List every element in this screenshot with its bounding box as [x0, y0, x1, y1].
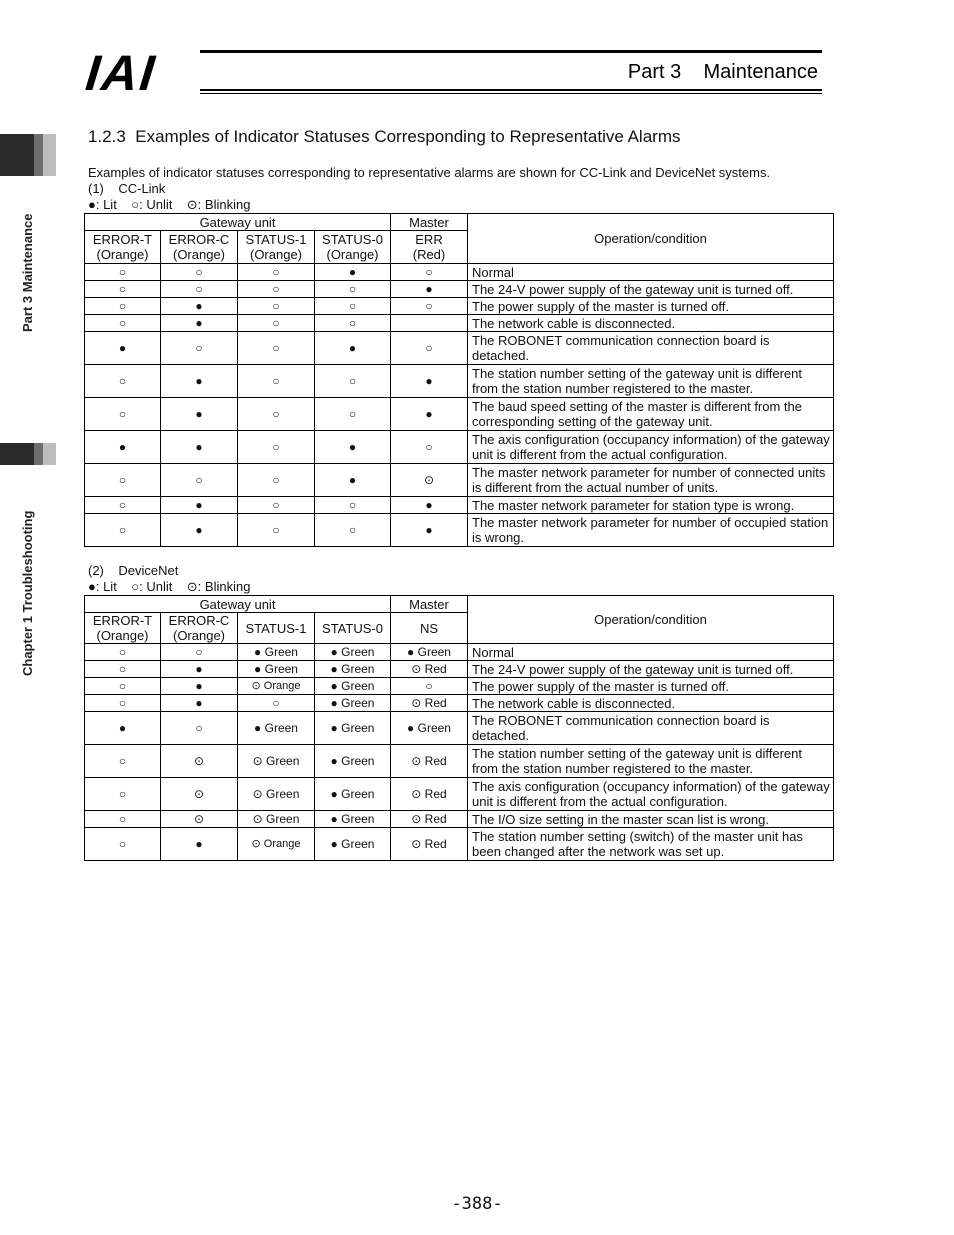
indicator-cell: ● [315, 264, 391, 281]
indicator-cell: ⊙ Orange [238, 828, 315, 861]
indicator-cell: ○ [391, 332, 468, 365]
indicator-cell: ⊙ Green [238, 778, 315, 811]
indicator-cell: ⊙ Green [238, 811, 315, 828]
indicator-cell: ● [161, 497, 238, 514]
indicator-cell: ○ [85, 828, 161, 861]
indicator-cell: ● [161, 514, 238, 547]
table-row [85, 828, 834, 861]
indicator-cell: ● [391, 514, 468, 547]
column-header: STATUS-0 [315, 613, 391, 644]
indicator-cell: ● [161, 695, 238, 712]
devicenet-heading: (2) DeviceNet [88, 563, 179, 578]
indicator-cell: ○ [85, 365, 161, 398]
operation-condition-cell: The ROBONET communication connection board is detached. [468, 332, 834, 365]
cclink-table [84, 213, 834, 547]
column-header: ERROR-T (Orange) [85, 613, 161, 644]
indicator-cell: ● Green [315, 828, 391, 861]
indicator-cell: ○ [85, 661, 161, 678]
table-row [85, 778, 834, 811]
column-header: ERR (Red) [391, 231, 468, 264]
indicator-cell: ○ [85, 745, 161, 778]
indicator-cell: ○ [161, 644, 238, 661]
header-row-groups [85, 596, 834, 613]
cclink-heading: (1) CC-Link [88, 181, 166, 196]
indicator-cell: ⊙ Red [391, 745, 468, 778]
indicator-cell: ⊙ [391, 464, 468, 497]
indicator-cell: ○ [238, 464, 315, 497]
header-rule-thin [200, 93, 822, 94]
indicator-cell: ○ [238, 264, 315, 281]
side-label-part: Part 3 Maintenance [20, 213, 35, 332]
indicator-cell: ○ [391, 678, 468, 695]
operation-condition-cell: The network cable is disconnected. [468, 695, 834, 712]
indicator-cell: ● [161, 828, 238, 861]
header-rule-bottom [200, 89, 822, 91]
table-row [85, 678, 834, 695]
section-title: 1.2.3 Examples of Indicator Statuses Corresponding to Representative Alarms [88, 127, 681, 146]
indicator-cell: ● [391, 398, 468, 431]
operation-condition-cell: Normal [468, 644, 834, 661]
header-master: Master [391, 214, 468, 231]
indicator-cell: ○ [391, 264, 468, 281]
operation-condition-cell: The station number setting of the gateway unit is different from the station number registered to the master. [468, 365, 834, 398]
indicator-cell: ⊙ Red [391, 811, 468, 828]
indicator-cell: ○ [85, 264, 161, 281]
header-operation-condition: Operation/condition [468, 596, 834, 644]
side-label-chapter: Chapter 1 Troubleshooting [20, 510, 35, 676]
part-title: Part 3 Maintenance [627, 61, 818, 83]
indicator-cell: ● Green [315, 695, 391, 712]
table-row [85, 365, 834, 398]
indicator-cell: ● [161, 431, 238, 464]
indicator-cell [391, 315, 468, 332]
indicator-cell: ⊙ Red [391, 661, 468, 678]
table-row [85, 298, 834, 315]
operation-condition-cell: The network cable is disconnected. [468, 315, 834, 332]
operation-condition-cell: The master network parameter for number of occupied station is wrong. [468, 514, 834, 547]
indicator-cell: ⊙ Green [238, 745, 315, 778]
header-gateway-unit: Gateway unit [85, 214, 391, 231]
indicator-cell: ○ [85, 514, 161, 547]
operation-condition-cell: The 24-V power supply of the gateway unit is turned off. [468, 661, 834, 678]
table-row [85, 497, 834, 514]
indicator-cell: ○ [85, 778, 161, 811]
table-row [85, 745, 834, 778]
indicator-cell: ○ [85, 644, 161, 661]
indicator-cell: ○ [161, 712, 238, 745]
column-header: STATUS-1 [238, 613, 315, 644]
indicator-cell: ○ [85, 281, 161, 298]
indicator-cell: ● [85, 431, 161, 464]
operation-condition-cell: The axis configuration (occupancy information) of the gateway unit is different from the actual configuration. [468, 778, 834, 811]
intro-text: Examples of indicator statuses corresponding to representative alarms are shown for CC-Link and DeviceNet systems. [88, 165, 771, 180]
header-gateway-unit: Gateway unit [85, 596, 391, 613]
indicator-cell: ● [391, 281, 468, 298]
indicator-cell: ○ [85, 464, 161, 497]
indicator-cell: ○ [391, 431, 468, 464]
indicator-cell: ● Green [315, 778, 391, 811]
indicator-cell: ○ [161, 332, 238, 365]
column-header: STATUS-0 (Orange) [315, 231, 391, 264]
indicator-cell: ● [161, 315, 238, 332]
operation-condition-cell: The station number setting of the gateway unit is different from the station number registered to the master. [468, 745, 834, 778]
column-header: ERROR-C (Orange) [161, 231, 238, 264]
table-row [85, 695, 834, 712]
table-row [85, 264, 834, 281]
indicator-cell: ⊙ [161, 811, 238, 828]
indicator-cell: ○ [238, 695, 315, 712]
indicator-cell: ○ [315, 497, 391, 514]
operation-condition-cell: The power supply of the master is turned off. [468, 298, 834, 315]
indicator-cell: ○ [85, 678, 161, 695]
indicator-cell: ● [161, 365, 238, 398]
header-rule-top [200, 50, 822, 53]
operation-condition-cell: The I/O size setting in the master scan list is wrong. [468, 811, 834, 828]
devicenet-table [84, 595, 834, 861]
indicator-cell: ● [161, 398, 238, 431]
indicator-cell: ● [391, 497, 468, 514]
operation-condition-cell: The master network parameter for number of connected units is different from the actual number of units. [468, 464, 834, 497]
indicator-cell: ○ [238, 281, 315, 298]
table-row [85, 281, 834, 298]
indicator-cell: ● Green [315, 644, 391, 661]
indicator-cell: ○ [161, 464, 238, 497]
indicator-cell: ● Green [315, 661, 391, 678]
operation-condition-cell: The ROBONET communication connection board is detached. [468, 712, 834, 745]
indicator-cell: ● [85, 332, 161, 365]
indicator-cell: ● [391, 365, 468, 398]
indicator-cell: ○ [85, 315, 161, 332]
indicator-cell: ○ [85, 497, 161, 514]
operation-condition-cell: Normal [468, 264, 834, 281]
indicator-cell: ● Green [238, 644, 315, 661]
iai-logo: IAI [83, 45, 159, 101]
column-header: STATUS-1 (Orange) [238, 231, 315, 264]
indicator-cell: ● [161, 661, 238, 678]
header-row-groups [85, 214, 834, 231]
indicator-cell: ○ [315, 315, 391, 332]
indicator-cell: ● Green [315, 745, 391, 778]
indicator-cell: ● [85, 712, 161, 745]
indicator-cell: ● Green [315, 678, 391, 695]
indicator-cell: ○ [238, 332, 315, 365]
indicator-cell: ○ [238, 298, 315, 315]
indicator-cell: ⊙ Red [391, 828, 468, 861]
indicator-cell: ⊙ Red [391, 778, 468, 811]
indicator-cell: ○ [85, 811, 161, 828]
indicator-cell: ○ [238, 497, 315, 514]
indicator-cell: ○ [315, 298, 391, 315]
indicator-cell: ● Green [238, 661, 315, 678]
column-header: ERROR-C (Orange) [161, 613, 238, 644]
indicator-cell: ○ [85, 695, 161, 712]
operation-condition-cell: The axis configuration (occupancy information) of the gateway unit is different from the actual configuration. [468, 431, 834, 464]
table-row [85, 431, 834, 464]
indicator-cell: ● Green [315, 811, 391, 828]
indicator-cell: ○ [161, 264, 238, 281]
table-row [85, 315, 834, 332]
indicator-cell: ○ [315, 398, 391, 431]
operation-condition-cell: The 24-V power supply of the gateway unit is turned off. [468, 281, 834, 298]
indicator-cell: ○ [238, 315, 315, 332]
operation-condition-cell: The station number setting (switch) of the master unit has been changed after the network was set up. [468, 828, 834, 861]
legend-cclink: ●: Lit ○: Unlit ⊙: Blinking [88, 197, 251, 212]
table-row [85, 661, 834, 678]
indicator-cell: ○ [238, 514, 315, 547]
indicator-cell: ○ [315, 281, 391, 298]
indicator-cell: ● [161, 298, 238, 315]
header-operation-condition: Operation/condition [468, 214, 834, 264]
header-master: Master [391, 596, 468, 613]
table-row [85, 398, 834, 431]
column-header: ERROR-T (Orange) [85, 231, 161, 264]
operation-condition-cell: The power supply of the master is turned off. [468, 678, 834, 695]
indicator-cell: ● Green [391, 712, 468, 745]
indicator-cell: ● [315, 464, 391, 497]
page-number: -388- [451, 1194, 503, 1214]
table-row [85, 332, 834, 365]
indicator-cell: ○ [315, 514, 391, 547]
table-row [85, 712, 834, 745]
table-row [85, 644, 834, 661]
legend-devicenet: ●: Lit ○: Unlit ⊙: Blinking [88, 579, 251, 594]
indicator-cell: ⊙ Orange [238, 678, 315, 695]
indicator-cell: ○ [238, 398, 315, 431]
table-row [85, 811, 834, 828]
indicator-cell: ● [315, 431, 391, 464]
indicator-cell: ● Green [238, 712, 315, 745]
indicator-cell: ○ [161, 281, 238, 298]
indicator-cell: ⊙ [161, 745, 238, 778]
indicator-cell: ○ [391, 298, 468, 315]
indicator-cell: ○ [85, 398, 161, 431]
operation-condition-cell: The master network parameter for station type is wrong. [468, 497, 834, 514]
indicator-cell: ● Green [391, 644, 468, 661]
indicator-cell: ● [161, 678, 238, 695]
indicator-cell: ● Green [315, 712, 391, 745]
indicator-cell: ⊙ Red [391, 695, 468, 712]
indicator-cell: ○ [238, 365, 315, 398]
operation-condition-cell: The baud speed setting of the master is different from the corresponding setting of the gateway unit. [468, 398, 834, 431]
indicator-cell: ○ [238, 431, 315, 464]
column-header: NS [391, 613, 468, 644]
indicator-cell: ○ [315, 365, 391, 398]
indicator-cell: ○ [85, 298, 161, 315]
indicator-cell: ● [315, 332, 391, 365]
table-row [85, 464, 834, 497]
indicator-cell: ⊙ [161, 778, 238, 811]
table-row [85, 514, 834, 547]
